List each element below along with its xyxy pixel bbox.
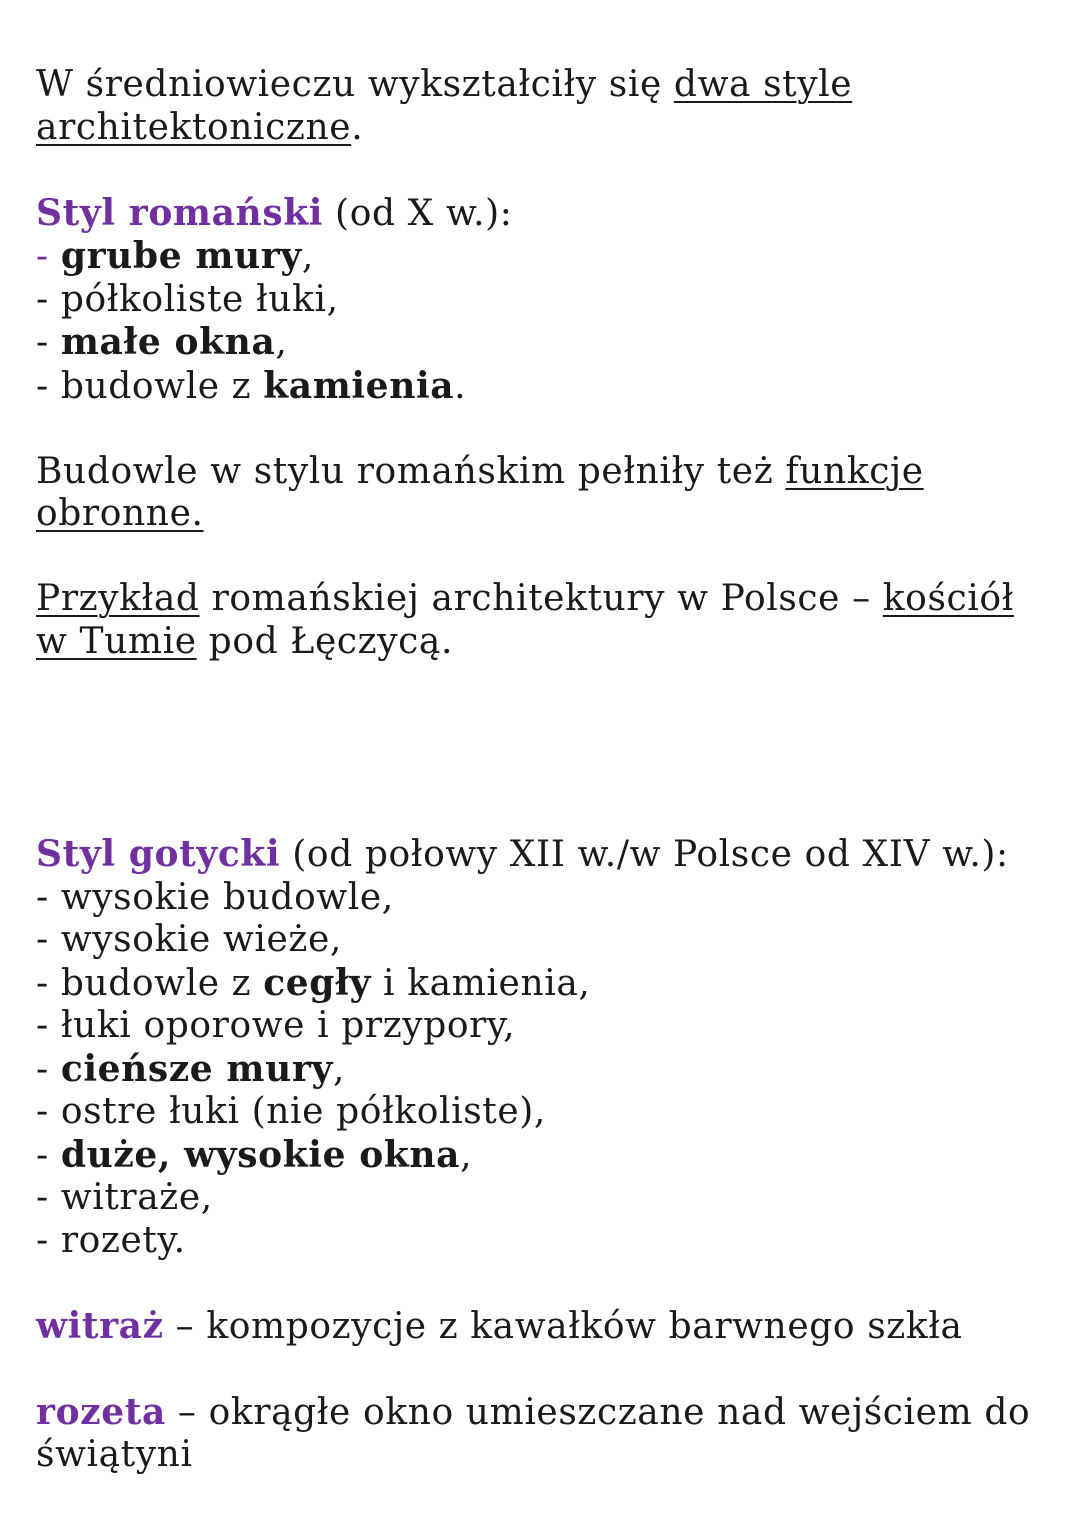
list-dash: - [36,1134,61,1176]
list-dash: - [36,278,61,320]
list-dash: - [36,1219,61,1261]
list-item [36,365,1046,409]
punctuation: , [333,1048,346,1090]
defense-text: Budowle w stylu romańskim pełniły też [36,450,786,492]
list-dash: - [36,1177,61,1218]
list-item [36,919,1046,962]
punctuation: , [301,236,314,277]
spacer [36,663,1046,833]
list-item [36,1048,1046,1092]
list-item [36,877,1046,920]
romanesque-feature-list [36,235,1046,408]
list-dash: - [36,1091,61,1132]
example-underlined: kościół w Tumie [36,578,1014,662]
example-label: Przykład [36,578,200,619]
list-dash: - [36,236,61,277]
definition-rozeta [36,1391,1046,1477]
punctuation: , [275,322,288,363]
gothic-feature-list [36,877,1046,1263]
spacer [36,536,1046,579]
list-text: ostre łuki (nie półkoliste), [60,1091,546,1132]
list-text: półkoliste łuki, [60,278,339,320]
list-item [36,1091,1046,1134]
list-item [36,321,1046,365]
spacer [36,149,1046,192]
punctuation: , [460,1134,473,1176]
list-dash: - [36,1005,61,1046]
example-text-end: pod Łęczycą. [196,620,453,662]
bold-term: grube mury [60,235,302,277]
list-text: wysokie wieże, [60,919,342,960]
list-item [36,1134,1046,1178]
list-item [36,962,1046,1006]
gothic-heading-line [36,833,1046,877]
bold-term: kamienia [263,364,455,407]
spacer [36,1262,1046,1305]
definition-text: – kompozycje z kawałków barwnego szkła [163,1305,963,1347]
intro-period: . [351,106,364,148]
intro-text: W średniowieczu wykształciły się [36,64,674,105]
list-dash: - [36,919,61,960]
defense-paragraph [36,451,1046,536]
punctuation: . [454,365,467,407]
gothic-heading: Styl gotycki [36,833,281,875]
list-text: i kamienia, [371,962,591,1004]
list-dash: - [36,322,61,363]
bold-term: małe okna [60,321,276,363]
bold-term: cegły [263,961,372,1004]
document-page [36,64,1046,1477]
intro-underlined: dwa style architektoniczne [36,64,853,148]
bold-term: cieńsze mury [60,1047,333,1090]
list-text: rozety. [60,1219,186,1261]
definition-text: – okrągłe okno umieszczane nad wejściem do świątyni [36,1391,1031,1475]
bold-term: duże, wysokie okna [60,1133,461,1176]
list-dash: - [36,365,61,407]
romanesque-period: (od X w.): [323,192,513,234]
spacer [36,408,1046,451]
list-item [36,1177,1046,1220]
list-text: budowle z [60,365,264,407]
gothic-period: (od połowy XII w./w Polsce od XIV w.): [280,834,1009,875]
definition-witraz [36,1305,1046,1349]
list-text: budowle z [60,962,264,1004]
definition-term: witraż [36,1304,164,1347]
romanesque-heading: Styl romański [36,191,324,234]
list-dash: - [36,1048,61,1090]
list-item [36,1005,1046,1048]
example-text: romańskiej architektury w Polsce – [199,578,883,619]
list-dash: - [36,962,61,1004]
list-item [36,279,1046,322]
definition-term: rozeta [36,1390,166,1433]
list-item [36,1220,1046,1263]
romanesque-heading-line [36,192,1046,236]
list-text: wysokie budowle, [60,876,394,918]
list-text: łuki oporowe i przypory, [60,1005,516,1046]
example-paragraph [36,578,1046,663]
spacer [36,1348,1046,1391]
list-dash: - [36,876,61,918]
intro-paragraph [36,64,1046,149]
list-text: witraże, [60,1177,213,1218]
defense-underlined: funkcje obronne. [36,450,924,534]
list-item [36,235,1046,279]
